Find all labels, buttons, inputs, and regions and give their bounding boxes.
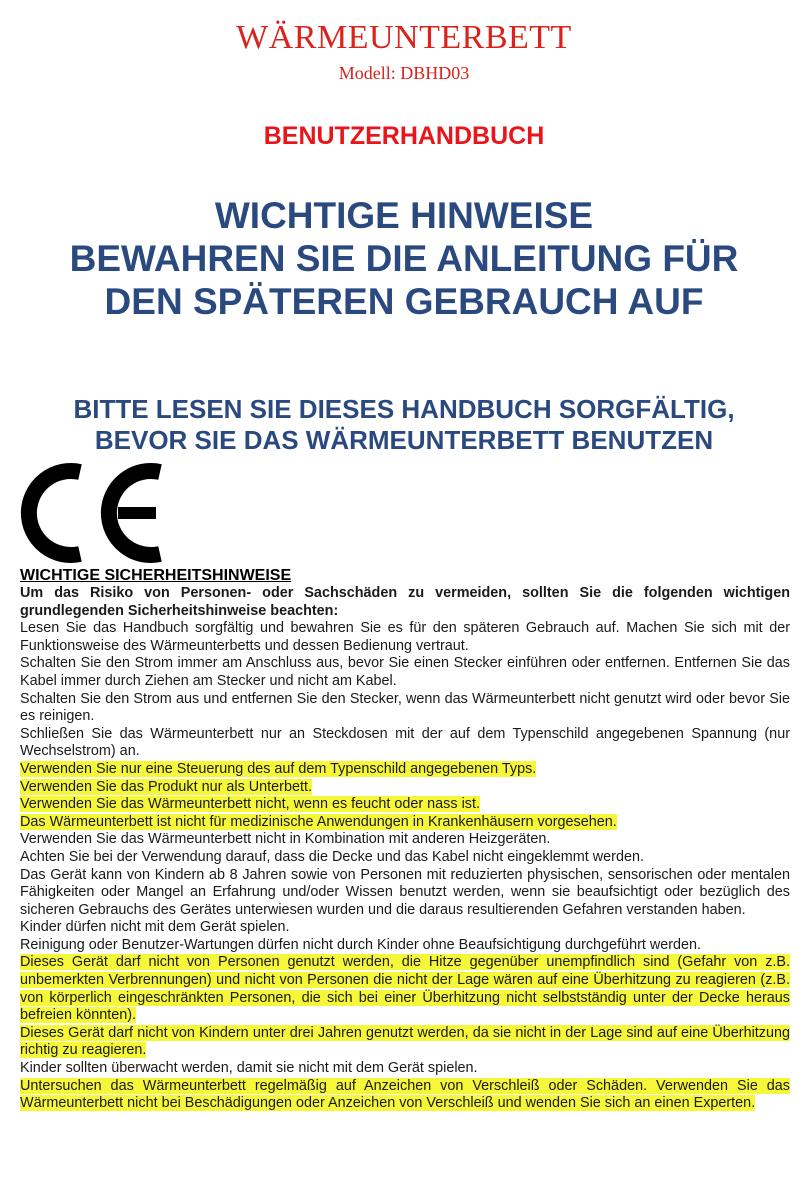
safety-text: Schalten Sie den Strom aus und entfernen Sie den Stecker, wenn das Wärmeunterbett nicht genutzt wird oder bevor Sie es reinigen. xyxy=(20,690,790,725)
safety-paragraph xyxy=(20,779,790,797)
safety-intro: Um das Risiko von Personen- oder Sachschäden zu vermeiden, sollten Sie die folgenden wichtigen grundlegenden Sicherheitshinweise beachten: xyxy=(20,585,790,619)
important-notice-heading xyxy=(0,194,808,323)
safety-text: Lesen Sie das Handbuch sorgfältig und bewahren Sie es für den späteren Gebrauch auf. Machen Sie sich mit der Funktionsweise des Wärmeunterbetts und dessen Bedienung vertraut. xyxy=(20,620,790,654)
safety-text: Schalten Sie den Strom immer am Anschluss aus, bevor Sie einen Stecker einführen oder entfernen. Entfernen Sie das Kabel immer durch Ziehen am Stecker und nicht am Kabel. xyxy=(20,655,790,689)
model-number: Modell: DBHD03 xyxy=(338,63,470,83)
safety-text: Achten Sie bei der Verwendung darauf, dass die Decke und das Kabel nicht eingeklemmt werden. xyxy=(20,848,644,865)
safety-instructions xyxy=(20,566,790,1113)
ce-mark-icon xyxy=(18,458,170,568)
safety-text: Das Gerät kann von Kindern ab 8 Jahren sowie von Personen mit reduzierten physischen, sensorischen oder mentalen Fähigkeiten oder Mangel an Erfahrung und/oder Wissen benutzt werden, wenn sie beaufsichtigt oder bezüglich des sicheren Gebrauchs des Gerätes unterwiesen wurden und die daraus resultierenden Gefahren verstanden haben. xyxy=(20,866,790,918)
safety-paragraph xyxy=(20,867,790,920)
product-title: WÄRMEUNTERBETT xyxy=(236,19,572,56)
safety-paragraph xyxy=(20,937,790,955)
read-manual-heading xyxy=(0,394,808,456)
safety-paragraph xyxy=(20,726,790,761)
important-notice-line: DEN SPÄTEREN GEBRAUCH AUF xyxy=(104,281,704,322)
safety-section-title: WICHTIGE SICHERHEITSHINWEISE xyxy=(20,567,292,584)
safety-paragraph xyxy=(20,1060,790,1078)
highlighted-safety-text: Verwenden Sie das Produkt nur als Unterbett. xyxy=(20,778,312,795)
highlighted-safety-text: Untersuchen das Wärmeunterbett regelmäßig auf Anzeichen von Verschleiß oder Schäden. Verwenden Sie das Wärmeunterbett nicht bei Beschädigungen oder Anzeichen von Verschleiß und wenden Sie sich an einen Experten. xyxy=(20,1077,790,1112)
highlighted-safety-text: Verwenden Sie das Wärmeunterbett nicht, wenn es feucht oder nass ist. xyxy=(20,796,480,813)
safety-paragraph xyxy=(20,919,790,937)
safety-paragraph xyxy=(20,1078,790,1113)
safety-paragraph-list xyxy=(20,620,790,1113)
safety-paragraph xyxy=(20,831,790,849)
important-notice-line: BEWAHREN SIE DIE ANLEITUNG FÜR xyxy=(69,238,739,279)
safety-text: Schließen Sie das Wärmeunterbett nur an Steckdosen mit der auf dem Typenschild angegebenen Spannung (nur Wechselstrom) an. xyxy=(20,725,790,760)
safety-text: Reinigung oder Benutzer-Wartungen dürfen nicht durch Kinder ohne Beaufsichtigung durchgeführt werden. xyxy=(20,936,702,953)
read-manual-line: BEVOR SIE DAS WÄRMEUNTERBETT BENUTZEN xyxy=(94,425,714,455)
highlighted-safety-text: Dieses Gerät darf nicht von Personen genutzt werden, die Hitze gegenüber unempfindlich sind (Gefahr von z.B. unbemerkten Verbrennungen) und nicht von Personen die nicht der Lage wären auf eine Überhitzung zu reagieren (z.B. von körperlich eingeschränkten Personen, die sich bei einer Überhitzung nicht selbstständig unter der Decke heraus befreien könnten). xyxy=(20,954,790,1024)
safety-text: Verwenden Sie das Wärmeunterbett nicht in Kombination mit anderen Heizgeräten. xyxy=(20,831,551,848)
safety-paragraph xyxy=(20,954,790,1024)
safety-paragraph xyxy=(20,796,790,814)
read-manual-line: BITTE LESEN SIE DIESES HANDBUCH SORGFÄLTIG, xyxy=(73,394,735,424)
safety-paragraph xyxy=(20,691,790,726)
safety-text: Kinder dürfen nicht mit dem Gerät spielen. xyxy=(20,919,290,936)
highlighted-safety-text: Das Wärmeunterbett ist nicht für medizinische Anwendungen in Krankenhäusern vorgesehen. xyxy=(20,813,617,830)
safety-paragraph xyxy=(20,1025,790,1060)
safety-paragraph xyxy=(20,849,790,867)
safety-paragraph xyxy=(20,655,790,690)
highlighted-safety-text: Verwenden Sie nur eine Steuerung des auf dem Typenschild angegebenen Typs. xyxy=(20,760,537,777)
safety-paragraph xyxy=(20,761,790,779)
important-notice-line: WICHTIGE HINWEISE xyxy=(214,195,594,236)
safety-text: Kinder sollten überwacht werden, damit sie nicht mit dem Gerät spielen. xyxy=(20,1060,478,1077)
highlighted-safety-text: Dieses Gerät darf nicht von Kindern unter drei Jahren genutzt werden, da sie nicht in der Lage sind auf eine Überhitzung richtig zu reagieren. xyxy=(20,1024,790,1059)
manual-title: BENUTZERHANDBUCH xyxy=(263,122,545,150)
safety-paragraph xyxy=(20,620,790,655)
safety-paragraph xyxy=(20,814,790,832)
